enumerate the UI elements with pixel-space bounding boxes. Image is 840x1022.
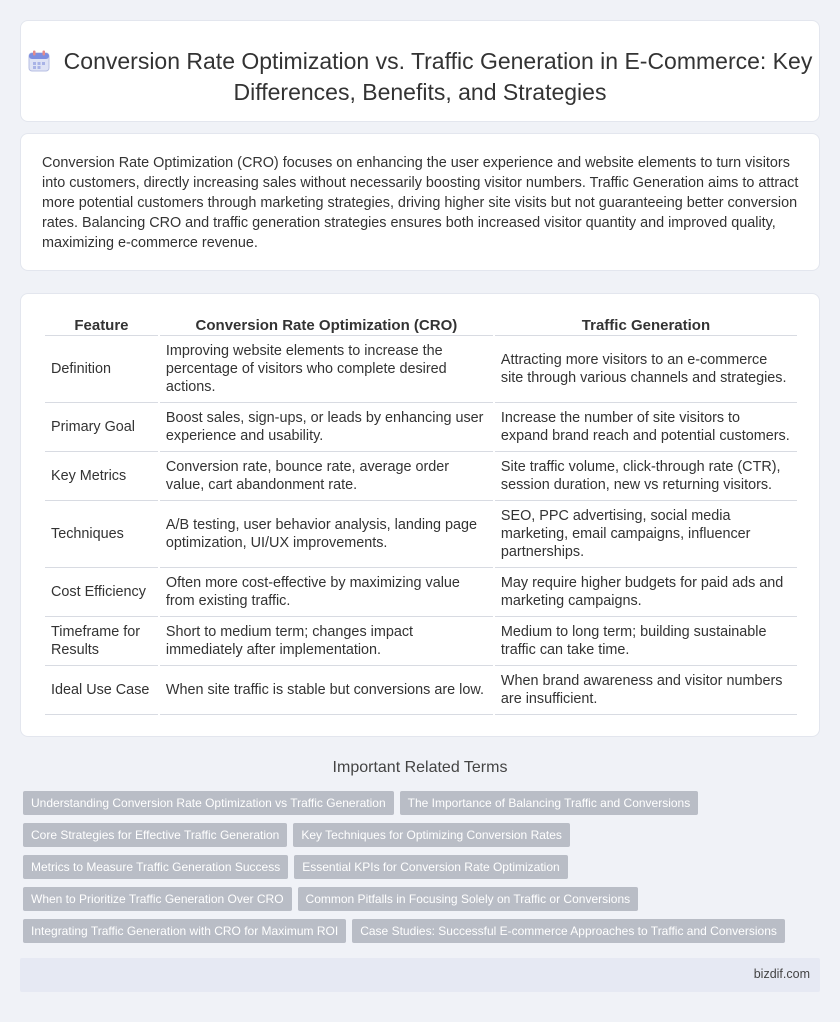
table-row [45, 501, 797, 568]
related-term-tag[interactable]: Case Studies: Successful E-commerce Approaches to Traffic and Conversions [352, 919, 785, 943]
table-header-row [45, 314, 797, 336]
tag-row [23, 823, 813, 855]
page-title [21, 46, 819, 108]
table-row [45, 666, 797, 715]
related-terms-list [23, 791, 813, 951]
cro-cell: Boost sales, sign-ups, or leads by enhancing user experience and usability. [160, 403, 493, 452]
feature-cell: Ideal Use Case [45, 666, 158, 715]
traffic-cell: May require higher budgets for paid ads and marketing campaigns. [495, 568, 797, 617]
header-cro: Conversion Rate Optimization (CRO) [160, 314, 493, 336]
header-feature: Feature [45, 314, 158, 336]
header-traffic: Traffic Generation [495, 314, 797, 336]
traffic-cell: When brand awareness and visitor numbers are insufficient. [495, 666, 797, 715]
table-row [45, 568, 797, 617]
cro-cell: A/B testing, user behavior analysis, landing page optimization, UI/UX improvements. [160, 501, 493, 568]
feature-cell: Definition [45, 336, 158, 403]
tag-row [23, 919, 813, 951]
feature-cell: Cost Efficiency [45, 568, 158, 617]
cro-cell: Often more cost-effective by maximizing value from existing traffic. [160, 568, 493, 617]
title-card [20, 20, 820, 122]
traffic-cell: Increase the number of site visitors to expand brand reach and potential customers. [495, 403, 797, 452]
related-term-tag[interactable]: The Importance of Balancing Traffic and Conversions [400, 791, 699, 815]
cro-cell: Conversion rate, bounce rate, average order value, cart abandonment rate. [160, 452, 493, 501]
table-row [45, 403, 797, 452]
tag-row [23, 855, 813, 887]
related-term-tag[interactable]: Metrics to Measure Traffic Generation Success [23, 855, 288, 879]
traffic-cell: Site traffic volume, click-through rate (CTR), session duration, new vs returning visitors. [495, 452, 797, 501]
intro-card [20, 133, 820, 271]
traffic-cell: Attracting more visitors to an e-commerce site through various channels and strategies. [495, 336, 797, 403]
cro-cell: Improving website elements to increase the percentage of visitors who complete desired actions. [160, 336, 493, 403]
related-term-tag[interactable]: Understanding Conversion Rate Optimization vs Traffic Generation [23, 791, 394, 815]
related-term-tag[interactable]: Key Techniques for Optimizing Conversion Rates [293, 823, 570, 847]
table-row [45, 336, 797, 403]
feature-cell: Timeframe for Results [45, 617, 158, 666]
related-terms-title: Important Related Terms [332, 759, 508, 776]
related-term-tag[interactable]: Common Pitfalls in Focusing Solely on Traffic or Conversions [298, 887, 639, 911]
feature-cell: Key Metrics [45, 452, 158, 501]
tag-row [23, 791, 813, 823]
footer [20, 958, 820, 992]
traffic-cell: Medium to long term; building sustainable traffic can take time. [495, 617, 797, 666]
feature-cell: Primary Goal [45, 403, 158, 452]
related-term-tag[interactable]: Essential KPIs for Conversion Rate Optimization [294, 855, 567, 879]
comparison-card [20, 293, 820, 737]
intro-paragraph: Conversion Rate Optimization (CRO) focuses on enhancing the user experience and website elements to turn visitors into customers, directly increasing sales without necessarily boosting visitor numbers. Traffic Generation aims to attract more potential customers through marketing strategies, driving higher site visits but not guaranteeing better conversion rates. Balancing CRO and traffic generation strategies ensures both increased visitor quantity and improved quality, maximizing e-commerce revenue. [42, 155, 799, 251]
page-title-text: Conversion Rate Optimization vs. Traffic Generation in E-Commerce: Key Differences, Benefits, and Strategies [63, 48, 813, 105]
calendar-icon [28, 50, 50, 72]
table-row [45, 617, 797, 666]
tag-row [23, 887, 813, 919]
related-term-tag[interactable]: Integrating Traffic Generation with CRO for Maximum ROI [23, 919, 346, 943]
related-term-tag[interactable]: Core Strategies for Effective Traffic Generation [23, 823, 287, 847]
cro-cell: Short to medium term; changes impact immediately after implementation. [160, 617, 493, 666]
feature-cell: Techniques [45, 501, 158, 568]
comparison-table [43, 314, 799, 715]
footer-site-link[interactable]: bizdif.com [753, 967, 810, 981]
traffic-cell: SEO, PPC advertising, social media marketing, email campaigns, influencer partnerships. [495, 501, 797, 568]
related-term-tag[interactable]: When to Prioritize Traffic Generation Over CRO [23, 887, 292, 911]
cro-cell: When site traffic is stable but conversions are low. [160, 666, 493, 715]
table-row [45, 452, 797, 501]
